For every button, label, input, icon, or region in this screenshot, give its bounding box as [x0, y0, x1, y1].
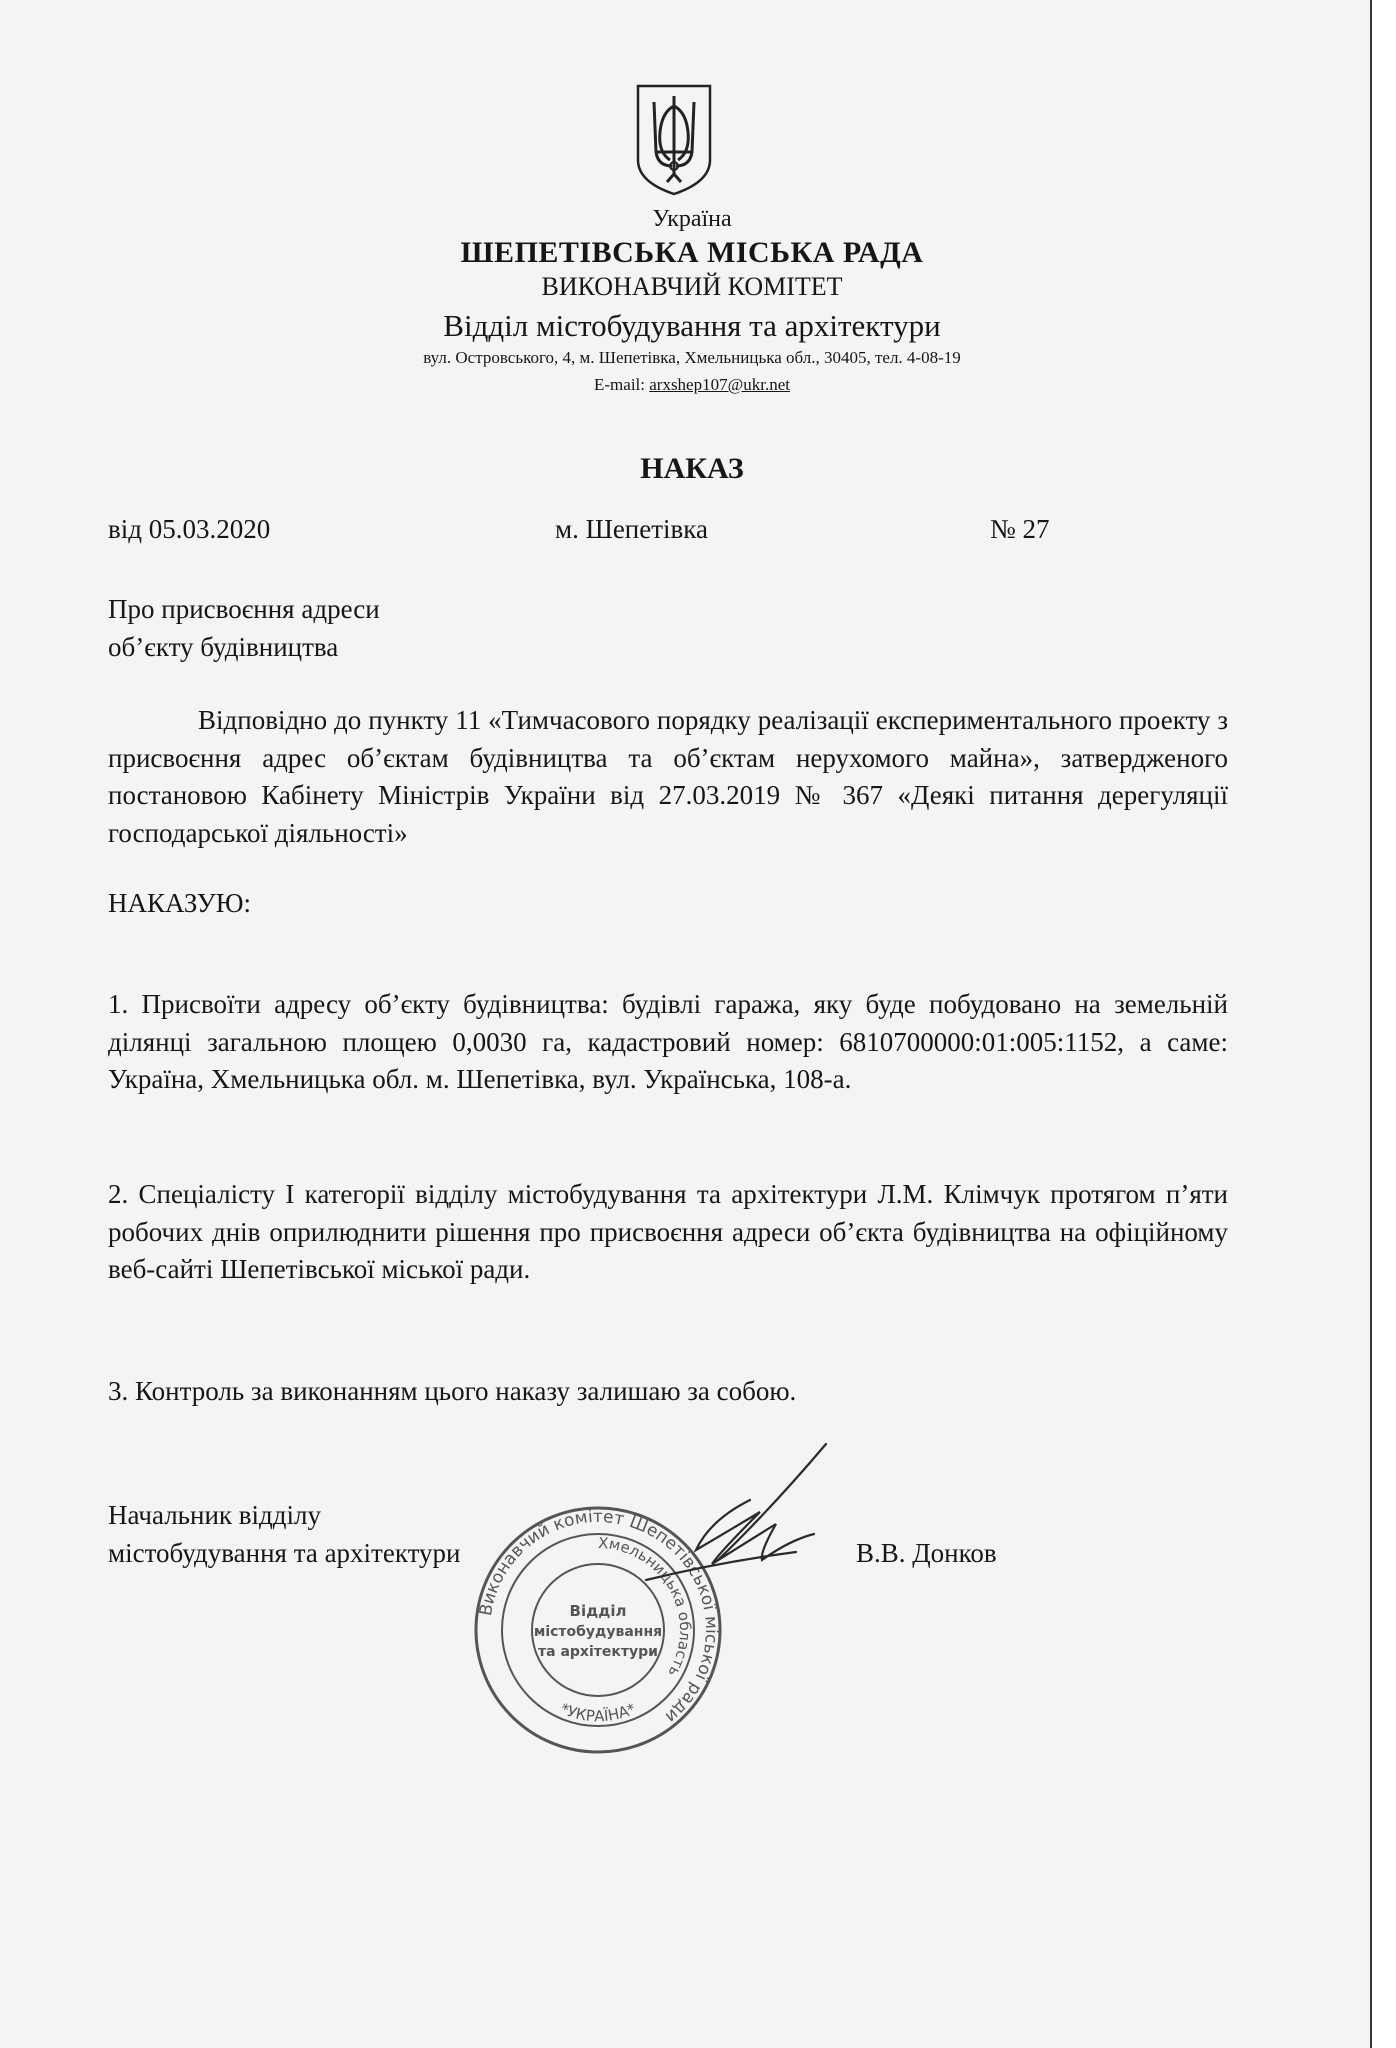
- department-name: Відділ містобудування та архітектури: [443, 308, 941, 343]
- postal-address: вул. Островського, 4, м. Шепетівка, Хмельницька обл., 30405, тел. 4-08-19: [423, 348, 961, 367]
- order-item-2: 2. Спеціалісту І категорії відділу містобудування та архітектури Л.М. Клімчук протягом п’яти робочих днів оприлюднити рішення про присвоєння адреси об’єкта будівництва на офіційному веб-сайті Шепетівської міської ради.: [108, 1179, 1228, 1284]
- email-label: E-mail:: [594, 375, 650, 394]
- stamp-inner-text: Хмельницька область: [597, 1533, 695, 1680]
- signatory-role-line-1: Начальник відділу: [108, 1500, 321, 1530]
- trident-coat-of-arms-icon: [634, 82, 714, 198]
- order-keyword: НАКАЗУЮ:: [108, 888, 252, 918]
- order-date: від 05.03.2020: [108, 514, 271, 544]
- signatory-role-line-2: містобудування та архітектури: [108, 1538, 461, 1568]
- order-item-1: 1. Присвоїти адресу об’єкту будівництва: будівлі гаража, яку буде побудовано на земельній ділянці загальною площею 0,0030 га, кадастровий номер: 6810700000:01:005:1152, а саме: Україна, Хмельницька обл. м. Шепетівка, вул. Українська, 108-а.: [108, 989, 1228, 1094]
- committee-name: ВИКОНАВЧИЙ КОМІТЕТ: [541, 272, 843, 301]
- subject-line-2: об’єкту будівництва: [108, 632, 339, 662]
- stamp-center-line-2: містобудування: [533, 1624, 663, 1640]
- email-link[interactable]: arxshep107@ukr.net: [649, 375, 790, 394]
- council-name: ШЕПЕТІВСЬКА МІСЬКА РАДА: [460, 236, 924, 269]
- order-city: м. Шепетівка: [555, 514, 708, 544]
- stamp-outer-text: Виконавчий комітет Шепетівської міської ради: [475, 1506, 722, 1727]
- signatory-name: В.В. Донков: [856, 1538, 997, 1568]
- country-name: Україна: [652, 206, 732, 232]
- stamp-country-text: *УКРАЇНА*: [557, 1699, 639, 1726]
- stamp-center-line-3: та архітектури: [538, 1644, 658, 1660]
- email-line: [0, 375, 1384, 395]
- preamble-paragraph: Відповідно до пункту 11 «Тимчасового порядку реалізації експериментального проекту з присвоєння адрес об’єктам будівництва та об’єктам нерухомого майна», затвердженого постановою Кабінету Міністрів України від 27.03.2019 № 367 «Деякі питання дерегуляції господарської діяльності»: [108, 705, 1228, 848]
- stamp-center-line-1: Відділ: [569, 1602, 627, 1620]
- document-title: НАКАЗ: [640, 452, 744, 485]
- order-item-3: 3. Контроль за виконанням цього наказу залишаю за собою.: [108, 1376, 797, 1406]
- subject-line-1: Про присвоєння адреси: [108, 594, 380, 624]
- handwritten-signature: [600, 1440, 860, 1590]
- order-number: № 27: [990, 514, 1050, 544]
